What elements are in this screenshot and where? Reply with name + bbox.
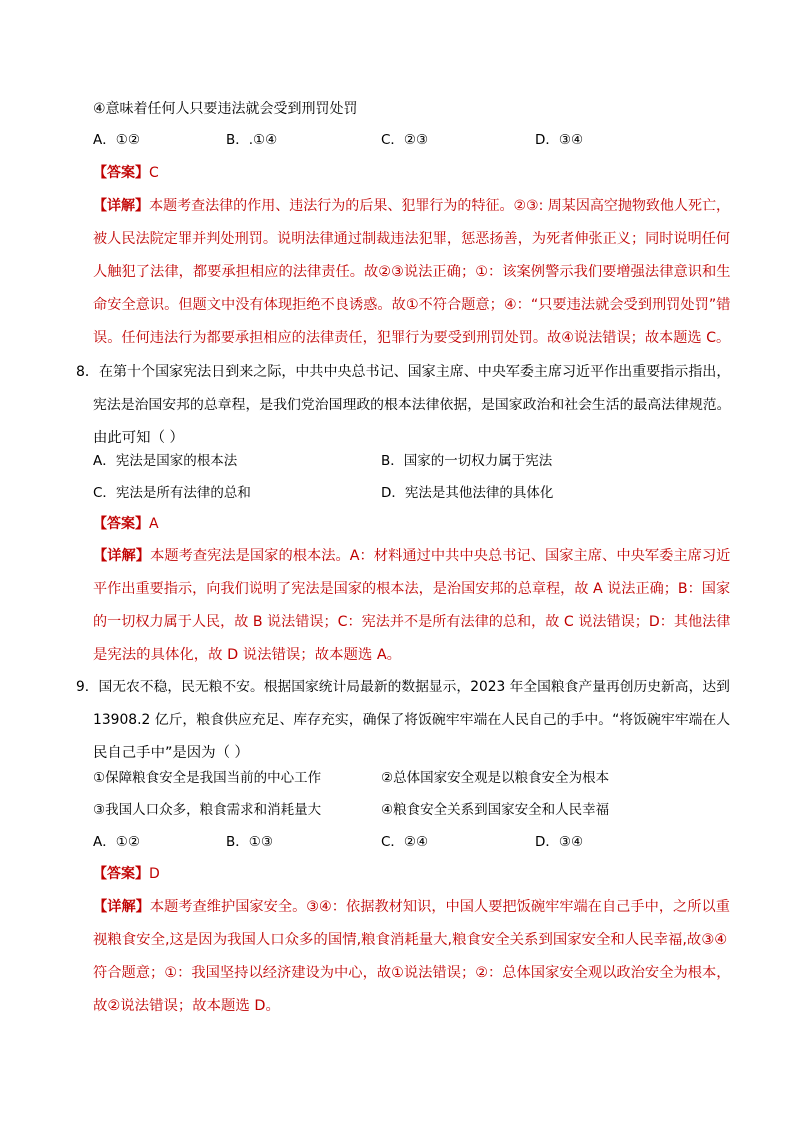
q8-detail-line-2: 平作出重要指示，向我们说明了宪法是国家的根本法，是治国安邦的总章程，故 A 说法正确；B：国家 [93, 581, 731, 597]
q9-detail-label: 【详解】 [93, 899, 150, 915]
q9-statement-4: ④粮食安全关系到国家安全和人民幸福 [381, 802, 610, 818]
q7-option-d: D．③④ [535, 132, 584, 148]
q8-stem-line-3: 由此可知（ ） [93, 430, 184, 446]
q9-statement-2: ②总体国家安全观是以粮食安全为根本 [381, 770, 610, 786]
q7-detail-line-2: 被人民法院定罪并判处刑罚。说明法律通过制裁违法犯罪，惩恶扬善，为死者伸张正义；同时说明任何 [93, 231, 731, 247]
q8-option-b: B．国家的一切权力属于宪法 [381, 453, 553, 469]
q9-statement-1: ①保障粮食安全是我国当前的中心工作 [93, 770, 322, 786]
q8-option-c: C．宪法是所有法律的总和 [93, 485, 251, 501]
q7-detail-label: 【详解】 [93, 198, 150, 214]
q9-option-d: D．③④ [535, 834, 584, 850]
q7-detail-line-3: 人触犯了法律，都要承担相应的法律责任。故②③说法正确；①：该案例警示我们要增强法律意识和生 [93, 264, 731, 280]
q9-detail-text-1: 本题考查维护国家安全。③④：依据教材知识，中国人要把饭碗牢牢端在自己手中，之所以重 [149, 899, 730, 915]
q8-option-a: A．宪法是国家的根本法 [93, 453, 238, 469]
q9-number: 9． [76, 679, 99, 695]
q8-detail-line-1 [93, 546, 730, 566]
q8-answer-value: A [149, 516, 159, 532]
q9-stem-line-1 [76, 677, 730, 697]
q9-statement-3: ③我国人口众多，粮食需求和消耗量大 [93, 802, 322, 818]
q9-detail-line-1 [93, 897, 730, 917]
q8-detail-label: 【详解】 [93, 548, 151, 564]
q9-option-b: B．①③ [226, 834, 273, 850]
q9-detail-line-4: 故②说法错误；故本题选 D。 [93, 998, 280, 1014]
q8-detail-line-3: 的一切权力属于人民，故 B 说法错误；C：宪法并不是所有法律的总和，故 C 说法错误；D：其他法律 [93, 614, 731, 630]
q8-option-d: D．宪法是其他法律的具体化 [381, 485, 554, 501]
q8-answer-label: 【答案】 [93, 516, 149, 532]
q9-detail-line-3: 符合题意；①：我国坚持以经济建设为中心，故①说法错误；②：总体国家安全观以政治安全为根本， [93, 965, 731, 981]
q9-stem-text-1: 国无农不稳，民无粮不安。根据国家统计局最新的数据显示，2023 年全国粮食产量再创历史新高，达到 [98, 679, 730, 695]
q8-stem-text-1: 在第十个国家宪法日到来之际，中共中央总书记、国家主席、中央军委主席习近平作出重要指示指出， [98, 364, 731, 380]
q8-detail-text-1: 本题考查宪法是国家的根本法。A：材料通过中共中央总书记、国家主席、中央军委主席习近 [150, 548, 731, 564]
q9-option-a: A．①② [93, 834, 140, 850]
q7-answer-label: 【答案】 [93, 165, 149, 181]
q7-option-b: B．.①④ [226, 132, 278, 148]
q9-stem-line-3: 民自己手中”是因为（ ） [93, 745, 249, 761]
q9-option-c: C．②④ [381, 834, 429, 850]
q7-answer-value: C [149, 165, 159, 181]
q8-number: 8． [76, 364, 99, 380]
q8-detail-line-4: 是宪法的具体化，故 D 说法错误；故本题选 A。 [93, 647, 402, 663]
q9-answer-value: D [149, 866, 160, 882]
q9-answer-label: 【答案】 [93, 866, 149, 882]
q7-option-c: C．②③ [381, 132, 429, 148]
q7-statement-4: ④意味着任何人只要违法就会受到刑罚处罚 [93, 101, 358, 117]
q9-stem-line-2: 13908.2 亿斤，粮食供应充足、库存充实，确保了将饭碗牢牢端在人民自己的手中。“将饭碗牢牢端在人 [93, 712, 731, 728]
q8-stem-line-2: 宪法是治国安邦的总章程，是我们党治国理政的根本法律依据，是国家政治和社会生活的最高法律规范。 [93, 397, 731, 413]
q7-answer [93, 163, 159, 183]
q8-stem-line-1 [76, 362, 730, 382]
q7-detail-line-1 [93, 196, 730, 216]
q7-detail-text-1: 本题考查法律的作用、违法行为的后果、犯罪行为的特征。②③: 周某因高空抛物致他人死亡， [149, 198, 730, 214]
q9-answer [93, 864, 160, 884]
q9-detail-line-2: 视粮食安全,这是因为我国人口众多的国情,粮食消耗量大,粮食安全关系到国家安全和人民幸福,故③④ [93, 932, 728, 948]
q7-detail-line-5: 误。任何违法行为都要承担相应的法律责任，犯罪行为要受到刑罚处罚。故④说法错误；故本题选 C。 [93, 330, 731, 346]
q8-answer [93, 514, 159, 534]
q7-detail-line-4: 命安全意识。但题文中没有体现拒绝不良诱惑。故①不符合题意；④：“只要违法就会受到刑罚处罚”错 [93, 297, 731, 313]
q7-option-a: A．①② [93, 132, 140, 148]
